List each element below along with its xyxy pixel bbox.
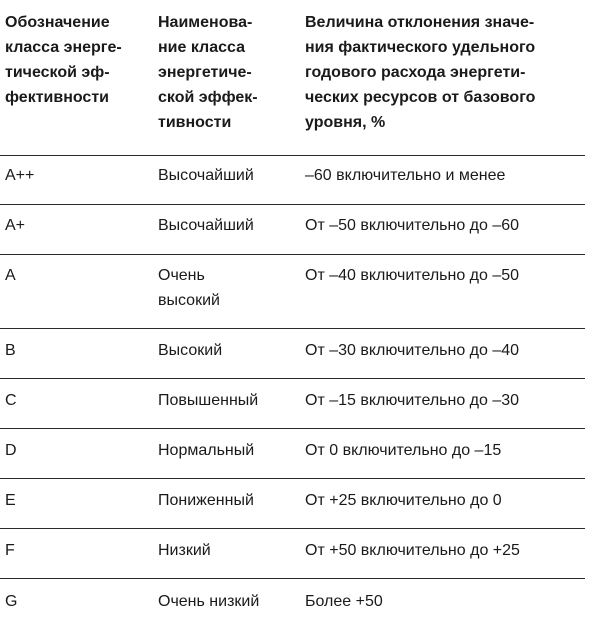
header-class-name: Наименова- ние класса энергетиче- ской эффек- тивности [158,14,258,131]
row-divider [0,528,585,529]
row-divider [0,428,585,429]
cell-deviation: От –30 включительно до –40 [305,342,520,359]
cell-deviation: –60 включительно и менее [305,167,506,184]
row-divider [0,578,585,579]
cell-deviation: От 0 включительно до –15 [305,442,502,459]
cell-class-name: Очень низкий [158,593,260,610]
cell-deviation: От –15 включительно до –30 [305,392,520,409]
cell-class-name: Очень высокий [158,267,220,309]
cell-class-designation: G [5,593,18,610]
row-divider [0,204,585,205]
header-divider [0,155,585,156]
cell-class-designation: B [5,342,16,359]
cell-deviation: От –50 включительно до –60 [305,217,520,234]
table-header [0,10,590,150]
cell-class-name: Высочайший [158,217,254,234]
row-divider [0,378,585,379]
cell-class-name: Повышенный [158,392,259,409]
row-divider [0,478,585,479]
cell-class-name: Высочайший [158,167,254,184]
cell-deviation: От –40 включительно до –50 [305,267,520,284]
cell-class-designation: F [5,542,15,559]
cell-class-name: Пониженный [158,492,254,509]
cell-class-designation: D [5,442,17,459]
row-divider [0,328,585,329]
cell-class-designation: E [5,492,16,509]
cell-class-designation: C [5,392,17,409]
header-deviation: Величина отклонения значе- ния фактического удельного годового расхода энергети- ческих ресурсов от базового уровня, % [305,14,536,131]
cell-class-name: Высокий [158,342,223,359]
cell-deviation: От +50 включительно до +25 [305,542,520,559]
cell-class-designation: A+ [5,217,26,234]
cell-class-name: Нормальный [158,442,255,459]
cell-deviation: Более +50 [305,593,383,610]
cell-class-name: Низкий [158,542,211,559]
header-class-designation: Обозначение класса энерге- тической эф- фективности [5,14,122,106]
cell-deviation: От +25 включительно до 0 [305,492,502,509]
row-divider [0,254,585,255]
cell-class-designation: A++ [5,167,35,184]
cell-class-designation: A [5,267,16,284]
